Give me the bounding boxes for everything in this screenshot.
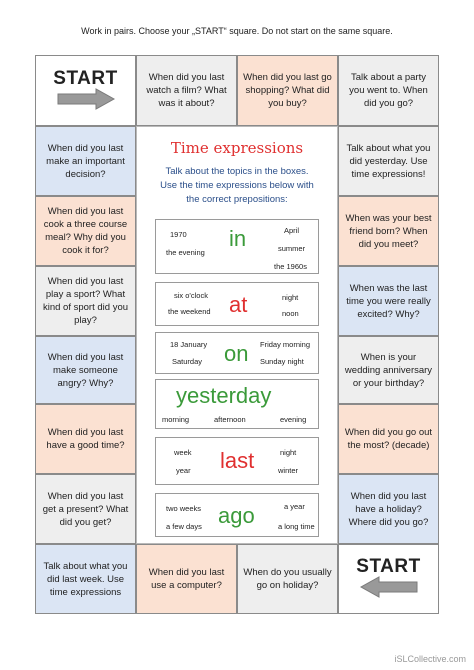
square-text: When did you last watch a film? What was it about? (146, 72, 227, 109)
square-left-3[interactable] (35, 266, 136, 336)
box-in (155, 219, 319, 274)
expression: a few days (166, 522, 202, 531)
footer-watermark: iSLCollective.com (394, 654, 466, 664)
box-yesterday (155, 379, 319, 429)
start-label: START (53, 67, 118, 89)
expression: a long time (278, 522, 315, 531)
square-left-2[interactable] (35, 196, 136, 266)
square-left-6[interactable] (35, 474, 136, 544)
expression: Friday morning (260, 340, 311, 349)
square-text: When did you last have a good time? (46, 427, 125, 451)
expression: six o'clock (174, 291, 208, 300)
square-left-1[interactable] (35, 126, 136, 196)
expression: summer (278, 244, 306, 253)
panel-instruction-3: the correct prepositions: (186, 194, 288, 205)
square-text: When do you usually go on holiday? (243, 567, 332, 591)
square-top-2[interactable] (237, 55, 338, 126)
square-right-6[interactable] (338, 474, 439, 544)
square-top-1[interactable] (136, 55, 237, 126)
square-text: Talk about what you did last week. Use time expressions (43, 560, 128, 598)
square-text: When did you go out the most? (decade) (344, 427, 433, 451)
expression: the evening (166, 248, 205, 257)
square-bottom-2[interactable] (136, 544, 237, 614)
panel-title: Time expressions (170, 139, 304, 157)
square-text: When did you last make an important decision? (46, 142, 125, 180)
square-right-3[interactable] (338, 266, 439, 336)
box-on (155, 332, 319, 374)
square-text: When did you last cook a three course meal? Why did you cook it for? (43, 206, 128, 256)
expression: a year (284, 502, 305, 511)
square-text: When did you last make someone angry? Why? (47, 351, 124, 389)
square-text: When was the last time you were really excited? Why? (346, 282, 431, 320)
square-text: When did you last get a present? What did you get? (42, 490, 129, 528)
expression: winter (278, 466, 299, 475)
arrow-left-icon (359, 576, 419, 598)
square-text: Talk about what you did yesterday. Use time expressions! (346, 142, 431, 180)
square-right-4[interactable] (338, 336, 439, 404)
square-text: When did you last go shopping? What did you buy? (243, 72, 332, 109)
square-text: When did you last play a sport? What kind of sport did you play? (42, 276, 129, 326)
expression: evening (280, 415, 307, 424)
square-bottom-3[interactable] (237, 544, 338, 614)
box-last (155, 437, 319, 485)
preposition-on: on (224, 341, 249, 366)
expression-last: last (220, 448, 255, 473)
square-top-3[interactable] (338, 55, 439, 126)
square-right-2[interactable] (338, 196, 439, 266)
expression: the weekend (168, 307, 211, 316)
panel-instruction-2: Use the time expressions below with (160, 180, 314, 191)
preposition-at: at (229, 292, 248, 317)
expression: Sunday night (260, 357, 304, 366)
expression: year (176, 466, 191, 475)
box-ago (155, 493, 319, 537)
expression: Saturday (172, 357, 203, 366)
instructions: Work in pairs. Choose your „START“ square. Do not start on the same square. (81, 26, 393, 36)
expression: the 1960s (274, 262, 307, 271)
start-square-bottom[interactable] (338, 544, 439, 614)
expression: morning (162, 415, 190, 424)
expression: noon (282, 309, 299, 318)
square-text: When did you last have a holiday? Where did you go? (348, 490, 429, 528)
square-text: Talk about a party you went to. When did you go? (349, 72, 428, 109)
square-left-5[interactable] (35, 404, 136, 474)
square-text: When is your wedding anniversary or your birthday? (344, 351, 433, 389)
start-square-top[interactable] (35, 55, 136, 126)
expression: afternoon (214, 415, 246, 424)
expression: night (280, 448, 297, 457)
square-right-5[interactable] (338, 404, 439, 474)
expression: April (284, 226, 300, 235)
square-right-1[interactable] (338, 126, 439, 196)
expression-ago: ago (218, 503, 255, 528)
expression: 18 January (170, 340, 208, 349)
arrow-right-icon (56, 88, 116, 110)
square-left-4[interactable] (35, 336, 136, 404)
square-bottom-1[interactable] (35, 544, 136, 614)
start-label: START (356, 556, 421, 577)
square-text: When was your best friend born? When did you meet? (345, 212, 432, 250)
expression: night (282, 293, 299, 302)
box-at (155, 282, 319, 326)
panel-instruction-1: Talk about the topics in the boxes. (165, 166, 309, 177)
expression: week (174, 448, 192, 457)
time-expressions-panel (136, 126, 338, 544)
expression: 1970 (170, 230, 187, 239)
expression-yesterday: yesterday (176, 383, 272, 408)
square-text: When did you last use a computer? (148, 567, 225, 591)
expression: two weeks (166, 504, 202, 513)
preposition-in: in (229, 226, 247, 251)
